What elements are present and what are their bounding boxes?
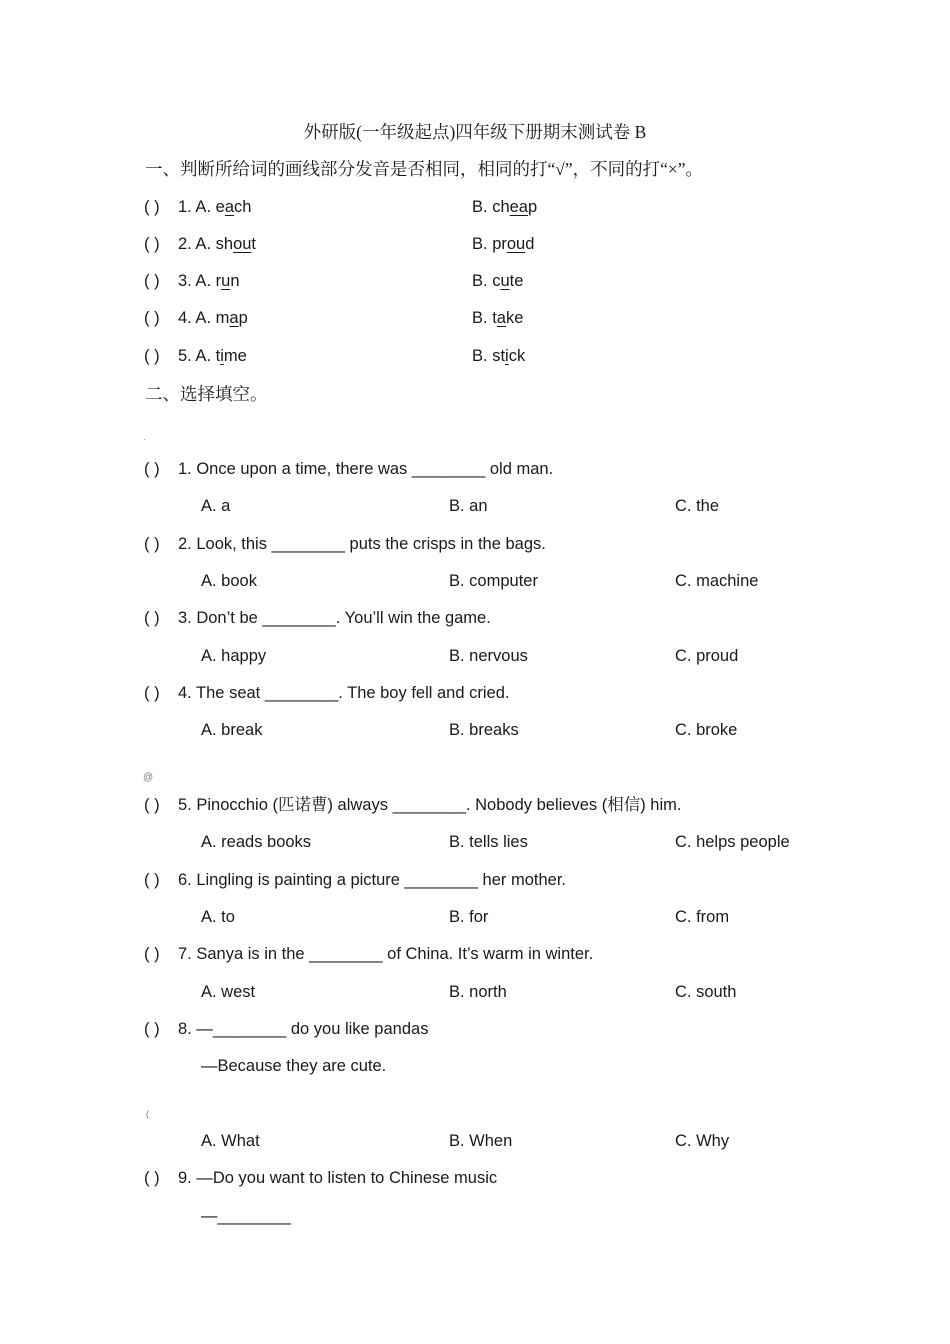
section-heading-1: 一、判断所给词的画线部分发音是否相同，相同的打“√”，不同的打“×”。 [145,159,704,179]
p1-row-5-bracket: ( ) [144,347,160,365]
p1-row-2-word-a: 2. A. shout [178,235,257,253]
q4-option-b: B. breaks [449,721,519,739]
q1-option-c: C. the [675,497,720,515]
q9-answer-line: —________ [201,1207,291,1225]
p1-row-1-bracket: ( ) [144,198,160,216]
p1-row-3-word-b: B. cute [472,272,524,290]
q4-bracket: ( ) [144,684,160,702]
q9-bracket: ( ) [144,1169,160,1187]
q3-question: 3. Don’t be ________. You’ll win the game. [178,609,491,627]
q6-option-b: B. for [449,908,489,926]
page-title: 外研版(一年级起点)四年级下册期末测试卷 B [303,122,647,142]
q3-bracket: ( ) [144,609,160,627]
stray-paren-mark: ( [146,1109,149,1119]
stray-dot-mark: · [143,435,146,444]
p1-row-1-word-b: B. cheap [472,198,538,216]
q8-option-a: A. What [201,1132,260,1150]
q2-question: 2. Look, this ________ puts the crisps in the bags. [178,535,546,553]
q6-option-a: A. to [201,908,235,926]
q2-bracket: ( ) [144,535,160,553]
q4-option-c: C. broke [675,721,738,739]
q8-option-c: C. Why [675,1132,730,1150]
q6-bracket: ( ) [144,871,160,889]
q2-option-a: A. book [201,572,257,590]
p1-row-3-word-a: 3. A. run [178,272,240,290]
p1-row-3-bracket: ( ) [144,272,160,290]
q3-option-c: C. proud [675,647,739,665]
q5-option-b: B. tells lies [449,833,528,851]
q5-option-a: A. reads books [201,833,312,851]
q2-option-c: C. machine [675,572,759,590]
q5-question: 5. Pinocchio (匹诺曹) always ________. Nobody believes (相信) him. [178,796,682,814]
q3-option-b: B. nervous [449,647,528,665]
q6-question: 6. Lingling is painting a picture ________ her mother. [178,871,567,889]
stray-at-mark: @ [143,772,154,783]
p1-row-4-word-a: 4. A. map [178,309,248,327]
p1-row-5-word-b: B. stick [472,347,526,365]
q8-option-b: B. When [449,1132,513,1150]
section-heading-2: 二、选择填空。 [145,384,268,404]
p1-row-2-word-b: B. proud [472,235,535,253]
q1-option-a: A. a [201,497,231,515]
p1-row-2-bracket: ( ) [144,235,160,253]
q1-option-b: B. an [449,497,488,515]
p1-row-4-word-b: B. take [472,309,524,327]
q4-question: 4. The seat ________. The boy fell and cried. [178,684,510,702]
q5-bracket: ( ) [144,796,160,814]
q7-question: 7. Sanya is in the ________ of China. It’s warm in winter. [178,945,594,963]
q4-option-a: A. break [201,721,263,739]
p1-row-5-word-a: 5. A. time [178,347,247,365]
q8-bracket: ( ) [144,1020,160,1038]
q3-option-a: A. happy [201,647,267,665]
q7-option-a: A. west [201,983,256,1001]
q1-question: 1. Once upon a time, there was ________ old man. [178,460,554,478]
q8-question: 8. —________ do you like pandas [178,1020,429,1038]
q1-bracket: ( ) [144,460,160,478]
q2-option-b: B. computer [449,572,538,590]
q7-bracket: ( ) [144,945,160,963]
q6-option-c: C. from [675,908,730,926]
q9-question: 9. —Do you want to listen to Chinese music [178,1169,498,1187]
q7-option-c: C. south [675,983,737,1001]
p1-row-4-bracket: ( ) [144,309,160,327]
q8-answer-line: —Because they are cute. [201,1057,387,1075]
q7-option-b: B. north [449,983,507,1001]
p1-row-1-word-a: 1. A. each [178,198,252,216]
q5-option-c: C. helps people [675,833,790,851]
